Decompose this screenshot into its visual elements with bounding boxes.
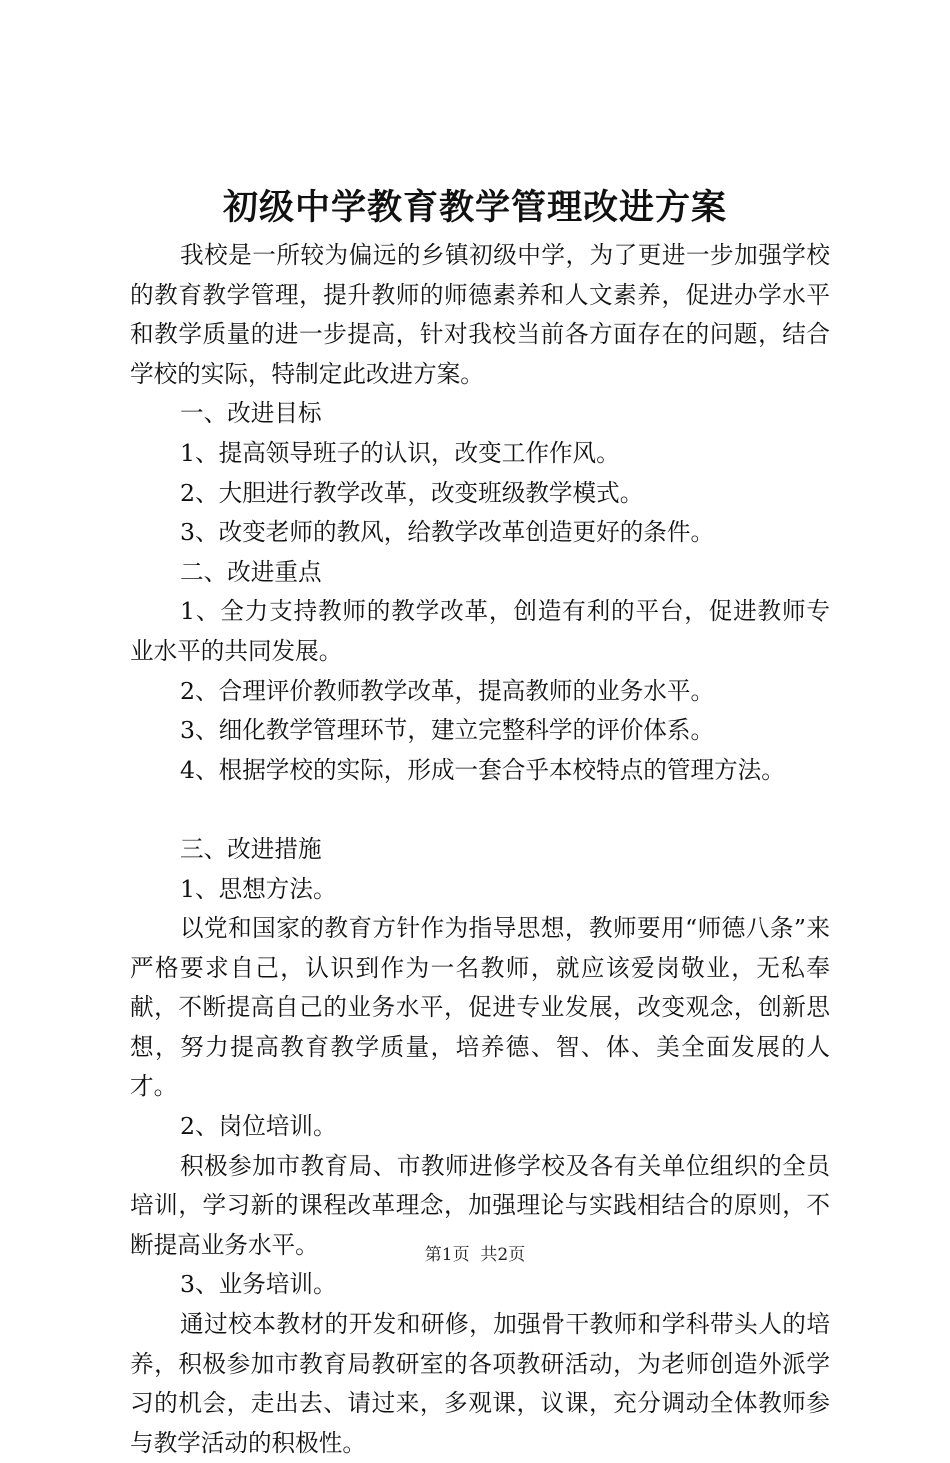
section-heading-goals: 一、改进目标 [180, 399, 322, 428]
section-heading-focus: 二、改进重点 [180, 557, 322, 586]
measure-heading: 3、业务培训。 [180, 1270, 337, 1299]
goal-item: 2、大胆进行教学改革，改变班级教学模式。 [180, 478, 644, 507]
measure-paragraph: 积极参加市教育局、市教师进修学校及各有关单位组织的全员培训，学习新的课程改革理念，加强理论与实践相结合的原则，不断提高业务水平。 [130, 1151, 830, 1259]
focus-item: 4、根据学校的实际，形成一套合乎本校特点的管理方法。 [180, 755, 785, 784]
page-number-label: 第1页 共2页 [424, 1245, 526, 1265]
goal-item: 1、提高领导班子的认识，改变工作作风。 [180, 438, 620, 467]
document-title: 初级中学教育教学管理改进方案 [222, 187, 727, 228]
measure-paragraph: 以党和国家的教育方针作为指导思想，教师要用“师德八条”来严格要求自己，认识到作为一名教师，就应该爱岗敬业，无私奉献，不断提高自己的业务水平，促进专业发展，改变观念，创新思想，努力提高教育教学质量，培养德、智、体、美全面发展的人才。 [130, 914, 830, 1101]
intro-paragraph: 我校是一所较为偏远的乡镇初级中学，为了更进一步加强学校的教育教学管理，提升教师的师德素养和人文素养，促进办学水平和教学质量的进一步提高，针对我校当前各方面存在的问题，结合学校的实际，特制定此改进方案。 [130, 241, 830, 388]
section-heading-measures: 三、改进措施 [180, 834, 322, 863]
document-body [130, 236, 830, 1463]
focus-item: 1、全力支持教师的教学改革，创造有利的平台，促进教师专业水平的共同发展。 [130, 597, 830, 665]
focus-item: 2、合理评价教师教学改革，提高教师的业务水平。 [180, 676, 715, 705]
measure-paragraph: 通过校本教材的开发和研修，加强骨干教师和学科带头人的培养，积极参加市教育局教研室的各项教研活动，为老师创造外派学习的机会，走出去、请过来，多观课，议课，充分调动全体教师参与教学活动的积极性。 [130, 1310, 830, 1457]
focus-item: 3、细化教学管理环节，建立完整科学的评价体系。 [180, 716, 715, 745]
page-footer [0, 1244, 950, 1266]
measure-heading: 2、岗位培训。 [180, 1112, 337, 1141]
goal-item: 3、改变老师的教风，给教学改革创造更好的条件。 [180, 518, 715, 547]
measure-heading: 1、思想方法。 [180, 874, 337, 903]
